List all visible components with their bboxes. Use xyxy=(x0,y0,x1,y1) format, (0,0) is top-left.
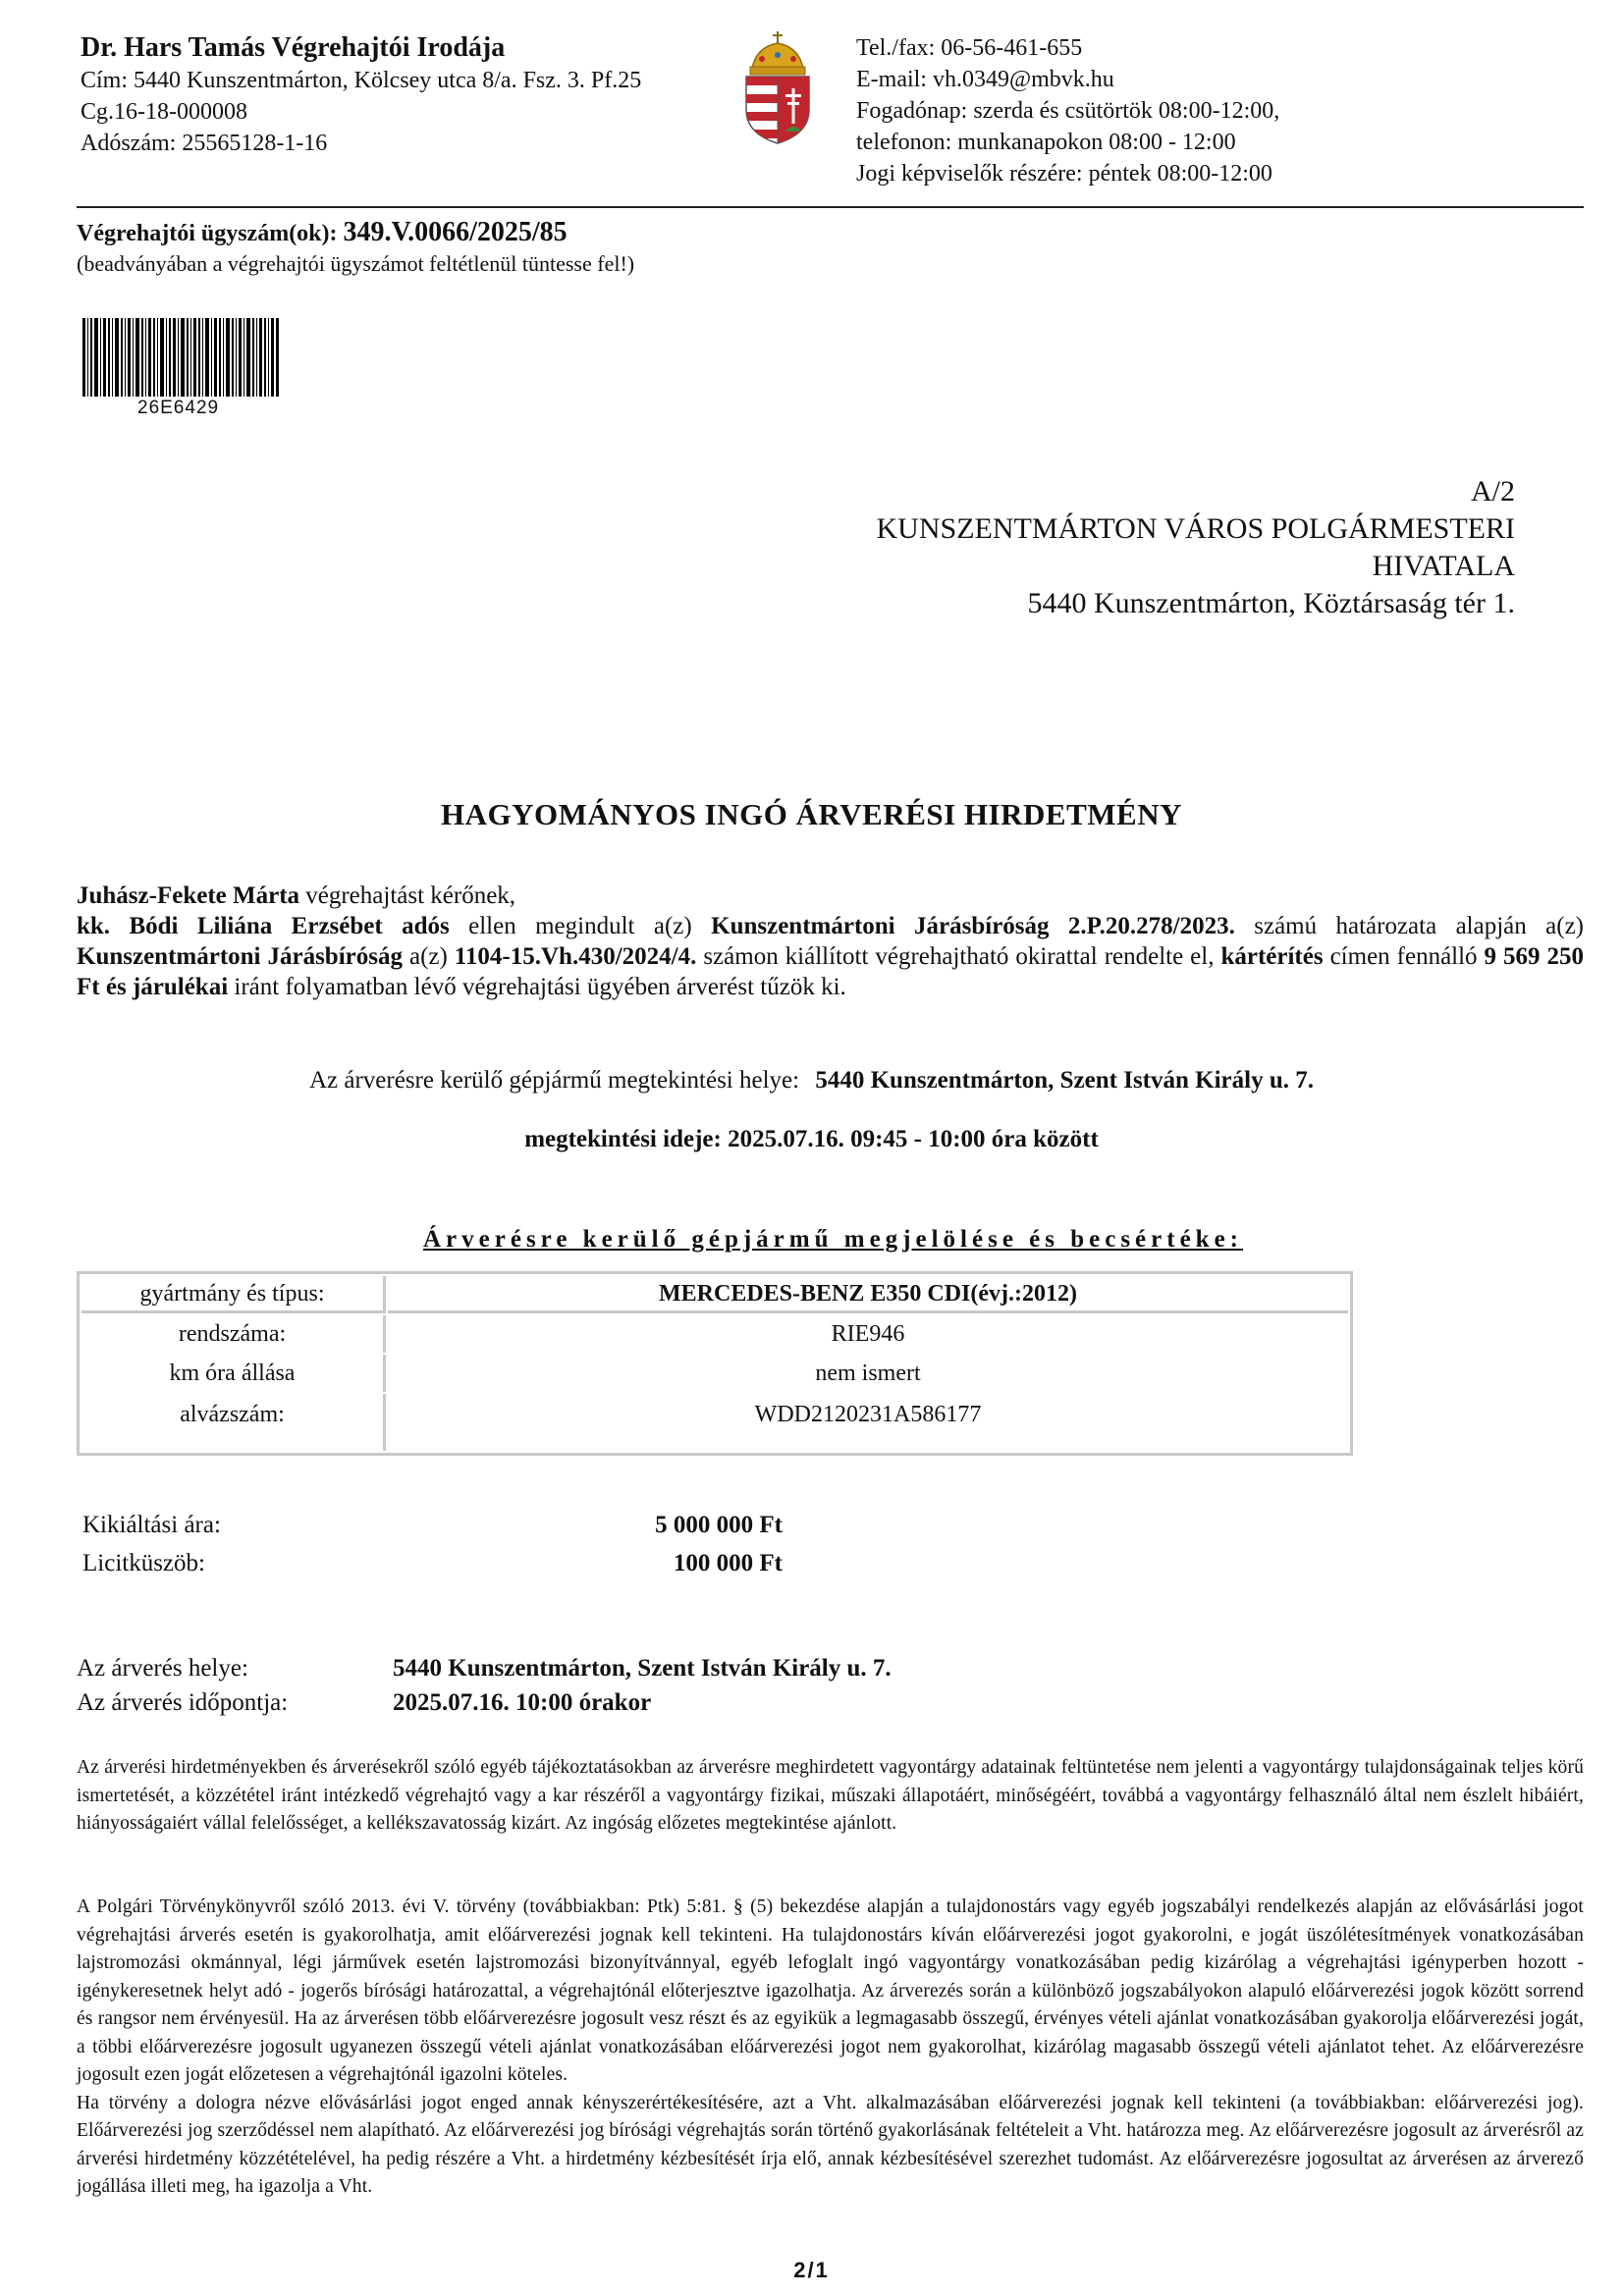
auction-place-label: Az árverés helye: xyxy=(77,1655,248,1682)
office-name: Dr. Hars Tamás Végrehajtói Irodája xyxy=(81,32,506,63)
barcode-icon xyxy=(82,318,279,397)
intro-text: címen fennálló xyxy=(1323,943,1485,970)
office-reception-hours: Fogadónap: szerda és csütörtök 08:00-12:00, xyxy=(856,98,1280,124)
vehicle-heading-text: Árverésre kerülő gépjármű megjelölése és becsértéke: xyxy=(423,1226,1243,1253)
intro-paragraph xyxy=(77,881,1584,1002)
auction-time-label: Az árverés időpontja: xyxy=(77,1689,289,1716)
office-contact-block xyxy=(856,32,1279,189)
legal-text-1: A Polgári Törvénykönyvről szóló 2013. évi V. törvény (továbbiakban: Ptk) 5:81. § (5) bekezdése alapján a tulajdonostárs vagy egyéb jogszabályi rendelkezés alapján az elővásárlási jogot végrehajtási árverés esetén is gyakorolhatja, amit előárverezési jognak kell tekinteni. Ha tulajdonostárs kíván előárverezési jogot gyakorolni, e jogát üszólétesítmények vonatkozásában lajstromozási okmánnyal, légi járművek esetén lajstromozási bizonyítvánnyal, egyéb lefoglalt ingó vagyontárgy vonatkozásában pedig kizárólag a végrehajtási igényperben hozott - igénykeresetnek helyt adó - jogerős bírósági határozattal, a végrehajtónál előterjesztve igazolhatja. Az árverezés során a különböző jogszabályokon alapuló előárverezési jogok között sorrend és rangsor nem érvényesül. Ha az árverésen több előárverezésre jogosult vesz részt és az egyikük a legmagasabb összegű, érvényes vételi ajánlat vonatkozásában gyakorolja előárverezési jogát, a többi előárverezésre jogosult ugyanezen összegű vételi ajánlat vonatkozásában előárverezési jogot nem gyakorolhat, kizárólag magasabb összegű vételi ajánlatot tehet. Az előárverezésre jogosult ezen jogát előzetesen a végrehajtónál igazolni köteles. xyxy=(77,1896,1584,2085)
intro-text: számú határozata alapján a(z) xyxy=(1234,913,1585,939)
vehicle-odometer-label: km óra állása xyxy=(81,1355,386,1392)
intro-text: a(z) xyxy=(402,943,455,970)
intro-text: végrehajtást kérőnek, xyxy=(299,882,516,909)
legal-text-2: Ha törvény a dologra nézve elővásárlási jogot enged annak kényszerértékesítésére, azt a Vht. alkalmazásában előárverezési jognak kell tekinteni (a továbbiakban: előárverezési jog). Előárverezési jog szerződéssel nem alapítható. Az előárverezési jog bírósági végrehajtás során történő gyakorlásának feltételeit a Vht. határozza meg. Az előárverezésre jogosult az árverésről az árverési hirdetmény közzétételével, ha pedig részére a Vht. a hirdetmény kézbesítését írja elő, annak kézbesítésével szerezhet tudomást. Az előárverezésre jogosultat az árverésen az árverező jogállása illeti meg, ha igazolja a Vht. xyxy=(77,2092,1584,2197)
vehicle-plate-label: rendszáma: xyxy=(81,1315,386,1353)
inspection-place-label: Az árverésre kerülő gépjármű megtekintési helye: xyxy=(308,1067,800,1094)
legal-paragraph xyxy=(77,1894,1584,2202)
table-row xyxy=(81,1355,1348,1392)
court-name: Kunszentmártoni Járásbíróság xyxy=(77,943,403,970)
disclaimer-paragraph: Az árverési hirdetményekben és árverésekről szóló egyéb tájékoztatásokban az árverésre meghirdetett vagyontárgy adatainak feltüntetése nem jelenti a vagyontárgy tulajdonságainak teljes körű ismertetését, a közzététel iránt intézkedő végrehajtó vagy a kar részéről a vagyontárgy fizikai, műszaki állapotáért, minőségéért, továbbá a vagyontárgy felhasználó által nem észlelt hibáiért, hiányosságaiért vállal felelősséget, a kellékszavatosság kizárt. Az ingóság előzetes megtekintése ajánlott. xyxy=(77,1757,1584,1834)
recipient-ref: A/2 xyxy=(1471,475,1515,507)
office-address: Cím: 5440 Kunszentmárton, Kölcsey utca 8/a. Fsz. 3. Pf.25 xyxy=(81,68,642,93)
claim-title: kártérítés xyxy=(1220,943,1324,970)
page-number: 2/1 xyxy=(793,2258,830,2282)
intro-text: iránt folyamatban lévő végrehajtási ügyében árverést tűzök ki. xyxy=(228,974,846,1000)
case-number-note: (beadványában a végrehajtói ügyszámot feltétlenül tüntesse fel!) xyxy=(77,251,635,276)
header-divider xyxy=(77,206,1584,208)
vehicle-make-value: MERCEDES-BENZ E350 CDI(évj.:2012) xyxy=(388,1276,1348,1313)
court-decision: Kunszentmártoni Járásbíróság 2.P.20.278/2023. xyxy=(711,913,1235,939)
debtor-name: kk. Bódi Liliána Erzsébet adós xyxy=(77,913,450,939)
vehicle-vin-label: alvázszám: xyxy=(81,1394,386,1451)
auction-place-value: 5440 Kunszentmárton, Szent István Király u. 7. xyxy=(393,1655,892,1682)
auction-time-value: 2025.07.16. 10:00 órakor xyxy=(393,1689,652,1716)
table-row xyxy=(81,1276,1348,1313)
office-phone: Tel./fax: 06-56-461-655 xyxy=(856,35,1083,61)
recipient-name-line2: HIVATALA xyxy=(1372,550,1515,582)
bid-step-value: 100 000 Ft xyxy=(673,1550,783,1576)
case-number: 349.V.0066/2025/85 xyxy=(343,217,568,247)
office-tax-number: Adószám: 25565128-1-16 xyxy=(81,131,328,156)
recipient-address: 5440 Kunszentmárton, Köztársaság tér 1. xyxy=(1027,587,1515,619)
intro-text: számon kiállított végrehajtható okirattal rendelte el, xyxy=(696,943,1221,970)
office-address-block xyxy=(81,65,641,159)
intro-text: ellen megindult a(z) xyxy=(449,913,712,939)
office-lawyer-hours: Jogi képviselők részére: péntek 08:00-12:00 xyxy=(856,161,1272,187)
vehicle-table xyxy=(77,1271,1353,1456)
inspection-place-value: 5440 Kunszentmárton, Szent István Király u. 7. xyxy=(815,1067,1314,1094)
vehicle-vin-value: WDD2120231A586177 xyxy=(754,1402,982,1427)
case-number-line xyxy=(77,217,568,249)
case-number-label: Végrehajtói ügyszám(ok): xyxy=(77,221,338,246)
hungarian-coat-of-arms-icon xyxy=(738,29,817,145)
inspection-time: megtekintési ideje: 2025.07.16. 09:45 - 10:00 óra között xyxy=(524,1126,1099,1152)
claim-amount: 9 569 250 Ft és járulékai xyxy=(77,943,1585,1000)
inspection-place-line xyxy=(0,1065,1623,1096)
office-company-reg: Cg.16-18-000008 xyxy=(81,99,247,125)
start-price-label: Kikiáltási ára: xyxy=(82,1512,221,1538)
table-row xyxy=(81,1315,1348,1353)
office-phone-hours: telefonon: munkanapokon 08:00 - 12:00 xyxy=(856,130,1236,155)
office-email: E-mail: vh.0349@mbvk.hu xyxy=(856,67,1114,92)
vehicle-plate-value: RIE946 xyxy=(831,1321,905,1347)
bid-step-label: Licitküszöb: xyxy=(82,1550,205,1576)
vehicle-make-label: gyártmány és típus: xyxy=(81,1276,386,1313)
start-price-value: 5 000 000 Ft xyxy=(655,1512,783,1538)
table-row xyxy=(81,1394,1348,1451)
vehicle-heading xyxy=(22,1224,1623,1255)
document-title: HAGYOMÁNYOS INGÓ ÁRVERÉSI HIRDETMÉNY xyxy=(441,797,1182,831)
recipient-name-line1: KUNSZENTMÁRTON VÁROS POLGÁRMESTERI xyxy=(876,512,1515,545)
creditor-name: Juhász-Fekete Márta xyxy=(77,882,300,909)
vehicle-odometer-value: nem ismert xyxy=(815,1361,921,1386)
enforcement-document-number: 1104-15.Vh.430/2024/4. xyxy=(454,943,697,970)
barcode-text: 26E6429 xyxy=(137,398,220,418)
